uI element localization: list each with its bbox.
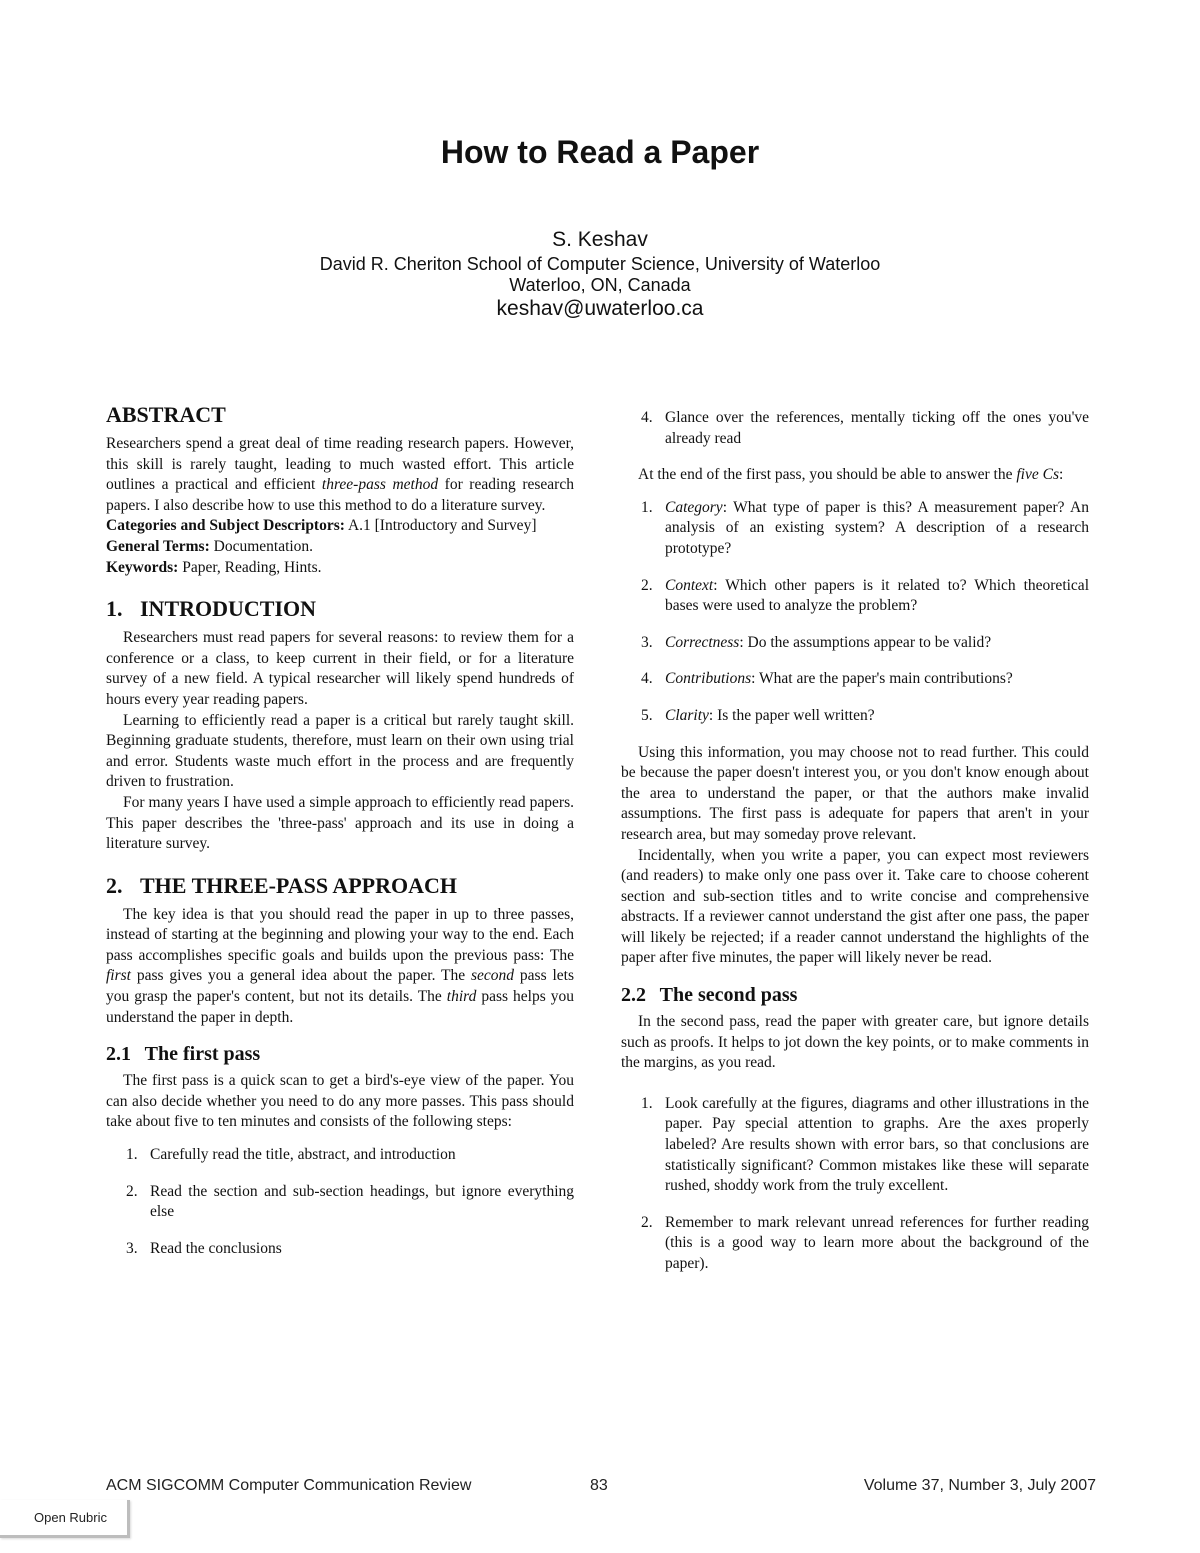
first-pass-steps-continued	[621, 408, 1089, 449]
list-item: 5. Clarity: Is the paper well written?	[641, 706, 875, 724]
author-affiliation: David R. Cheriton School of Computer Science, University of Waterloo	[319, 254, 881, 274]
first-pass-after-2: Incidentally, when you write a paper, you can expect most reviewers (and readers) to make only one pass over it. Take care to choose coherent section and sub-section titles and to write concise and comprehensive abstracts. If a reviewer cannot understand the gist after one pass, the paper will likely be rejected; if a reader cannot understand the highlights of the paper after five minutes, the paper will likely never be read.	[621, 846, 1089, 967]
list-item: 1. Category: What type of paper is this? A measurement paper? An analysis of an existing system? A description of a research prototype?	[641, 498, 1089, 557]
first-pass-intro: The first pass is a quick scan to get a bird's-eye view of the paper. You can also decide whether you need to do any more passes. This pass should take about five to ten minutes and consists of the following steps:	[106, 1072, 574, 1131]
footer-page-number: 83	[590, 1477, 608, 1494]
second-pass-steps	[621, 1094, 1089, 1275]
intro-paragraph-2: Learning to efficiently read a paper is a critical but rarely taught skill. Beginning graduate students, therefore, must learn on their own using trial and error. Students waste much effort in the process and are frequently driven to frustration.	[106, 711, 574, 791]
five-cs-list	[621, 498, 1089, 727]
page-footer	[106, 1477, 1096, 1499]
first-pass-after-1: Using this information, you may choose not to read further. This could be because the paper doesn't interest you, or you don't know enough about the area to understand the paper, or that the authors make invalid assumptions. The first pass is adequate for papers that aren't in your research area, but may someday prove relevant.	[621, 743, 1089, 843]
list-item: 4. Contributions: What are the paper's main contributions?	[641, 670, 1013, 688]
right-column	[621, 402, 1089, 1291]
list-item: 2. Read the section and sub-section headings, but ignore everything else	[126, 1182, 574, 1221]
keywords-line: Keywords: Paper, Reading, Hints.	[106, 558, 322, 576]
first-pass-heading: 2.1 The first pass	[106, 1043, 261, 1066]
footer-volume: Volume 37, Number 3, July 2007	[863, 1477, 1096, 1494]
author-name: S. Keshav	[552, 228, 648, 251]
list-item: 1. Look carefully at the figures, diagrams and other illustrations in the paper. Pay special attention to graphs. Are the axes properly labeled? Are results shown with error bars, so that conclusions are statistically significant? Common mistakes like these will separate rushed, shoddy work from the truly excellent.	[641, 1094, 1089, 1195]
list-item: 1. Carefully read the title, abstract, and introduction	[126, 1146, 456, 1164]
abstract-text: Researchers spend a great deal of time reading research papers. However, this skill is rarely taught, leading to much wasted effort. This article outlines a practical and efficient three-pass method for reading research papers. I also describe how to use this method to do a literature survey.	[106, 435, 574, 514]
second-pass-heading: 2.2 The second pass	[621, 984, 798, 1007]
list-item: 3. Correctness: Do the assumptions appear to be valid?	[641, 633, 992, 651]
list-item: 4. Glance over the references, mentally ticking off the ones you've already read	[641, 409, 1089, 447]
first-pass-steps	[106, 1145, 574, 1259]
open-rubric-button[interactable]: Open Rubric	[0, 1500, 130, 1538]
paper-title: How to Read a Paper	[440, 134, 760, 170]
five-cs-intro: At the end of the first pass, you should be able to answer the five Cs:	[638, 466, 1064, 484]
author-location: Waterloo, ON, Canada	[509, 275, 691, 295]
list-item: 2. Remember to mark relevant unread references for further reading (this is a good way to learn more about the background of the paper).	[641, 1213, 1089, 1272]
intro-paragraph-3: For many years I have used a simple approach to efficiently read papers. This paper describes the 'three-pass' approach and its use in doing a literature survey.	[106, 793, 574, 853]
introduction-heading: 1. INTRODUCTION	[106, 596, 317, 622]
three-pass-heading: 2. THE THREE-PASS APPROACH	[106, 872, 458, 898]
second-pass-intro: In the second pass, read the paper with greater care, but ignore details such as proofs. It helps to jot down the key points, or to make comments in the margins, as you read.	[621, 1013, 1089, 1072]
left-column	[106, 402, 574, 1275]
abstract-heading: ABSTRACT	[106, 402, 226, 427]
author-email: keshav@uwaterloo.ca	[496, 297, 704, 320]
author-block	[0, 226, 1200, 322]
intro-paragraph-1: Researchers must read papers for several reasons: to review them for a conference or a class, to keep current in their field, or for a literature survey of a new field. A typical researcher will likely spend hundreds of hours every year reading papers.	[106, 629, 574, 708]
general-terms-line: General Terms: Documentation.	[106, 537, 314, 555]
footer-journal: ACM SIGCOMM Computer Communication Review	[106, 1477, 472, 1494]
list-item: 2. Context: Which other papers is it related to? Which theoretical bases were used to analyze the problem?	[641, 576, 1089, 615]
list-item: 3. Read the conclusions	[126, 1239, 282, 1257]
categories-line: Categories and Subject Descriptors: A.1 [Introductory and Survey]	[106, 517, 537, 535]
three-pass-paragraph: The key idea is that you should read the paper in up to three passes, instead of starting at the beginning and plowing your way to the end. Each pass accomplishes specific goals and builds upon the previous pass: The first pass gives you a general idea about the paper. The second pass lets you grasp the paper's content, but not its details. The third pass helps you understand the paper in depth.	[106, 905, 574, 1026]
